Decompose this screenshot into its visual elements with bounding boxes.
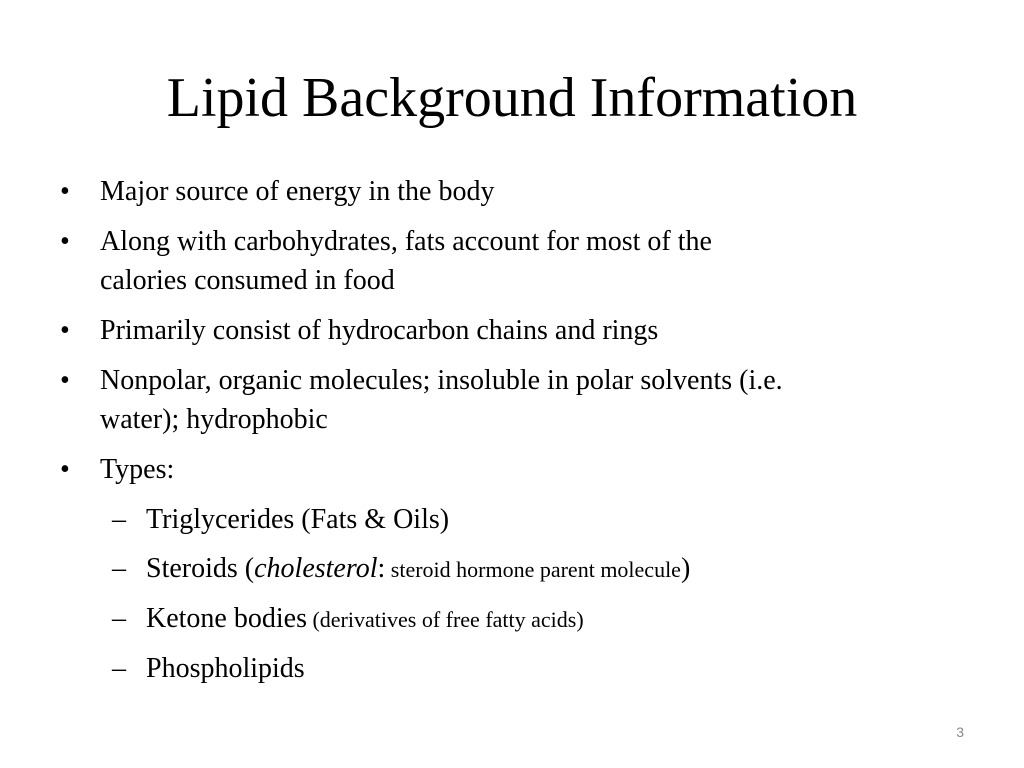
bullet-marker: • [60, 176, 70, 207]
bullet-marker: • [60, 365, 70, 396]
bullet-text-line2: water); hydrophobic [100, 404, 328, 435]
sub-bullet-prefix: Steroids ( [146, 553, 255, 584]
bullet-marker: • [60, 454, 70, 485]
sub-bullet-marker: – [112, 653, 126, 684]
bullet-marker: • [60, 315, 70, 346]
sub-bullet-marker: – [112, 603, 126, 634]
sub-bullet-small: (derivatives of free fatty acids) [306, 607, 584, 632]
bullet-text-line1: Along with carbohydrates, fats account for most of the [100, 226, 712, 257]
bullet-text: Major source of energy in the body [100, 176, 495, 207]
bullet-text: Types: [100, 454, 175, 485]
sub-bullet-item [58, 649, 958, 688]
bullet-text: Primarily consist of hydrocarbon chains and rings [100, 315, 659, 346]
bullet-item [58, 450, 958, 489]
bullet-item [58, 361, 958, 439]
bullet-list [58, 172, 958, 698]
sub-bullet-colon: : [377, 553, 386, 584]
bullet-item [58, 311, 958, 350]
sub-bullet-text: Triglycerides (Fats & Oils) [146, 504, 450, 535]
page-number: 3 [956, 724, 964, 740]
sub-bullet-item [58, 500, 958, 539]
slide-title: Lipid Background Information [166, 67, 858, 129]
sub-bullet-item [58, 599, 958, 639]
bullet-item [58, 172, 958, 211]
sub-bullet-prefix: Ketone bodies [146, 603, 307, 634]
bullet-text-line1: Nonpolar, organic molecules; insoluble in polar solvents (i.e. [100, 365, 783, 396]
sub-bullet-marker: – [112, 504, 126, 535]
sub-bullet-text: Phospholipids [146, 653, 305, 684]
sub-bullet-suffix: ) [680, 553, 691, 584]
sub-bullet-small: steroid hormone parent molecule [385, 557, 681, 582]
sub-bullet-item [58, 549, 958, 589]
sub-bullet-marker: – [112, 553, 126, 584]
bullet-marker: • [60, 226, 70, 257]
bullet-text-line2: calories consumed in food [100, 265, 395, 296]
sub-bullet-italic: cholesterol [254, 553, 378, 584]
bullet-item [58, 222, 958, 300]
